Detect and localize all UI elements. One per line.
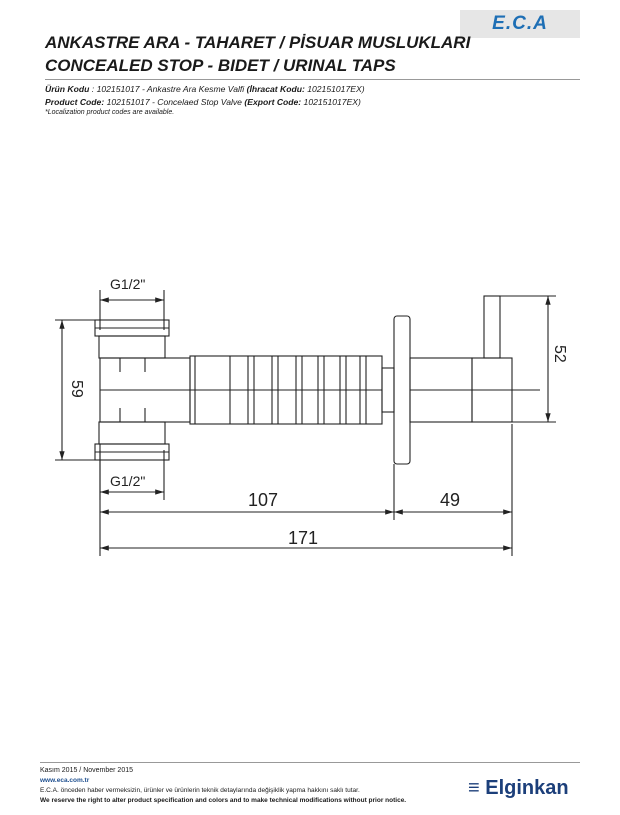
footer-disclaimer-tr: E.C.A. önceden haber vermeksizin, ürünler ve ürünlerin teknik detaylarında değişiklik yapma hakkını saklı tutar. [40, 787, 360, 794]
thread-label-bottom: G1/2" [110, 473, 146, 489]
export-code-tr-label: (İhracat Kodu: [246, 84, 305, 94]
export-code-tr-value: 102151017EX) [304, 84, 365, 94]
valve-body [100, 358, 190, 422]
product-code-en-label: Product Code: [45, 97, 105, 107]
dimension-52-label: 52 [551, 345, 568, 363]
elginkan-logo-text: Elginkan [485, 777, 569, 799]
dimension-171-label: 171 [288, 528, 319, 548]
dimension-107-label: 107 [248, 490, 279, 510]
elginkan-mark-icon: ≡ [468, 777, 480, 799]
thread-dimension-top [100, 290, 164, 330]
product-code-en-value: 102151017 - Concelaed Stop Valve [104, 97, 245, 107]
product-code-tr-label: Ürün Kodu [45, 84, 90, 94]
footer-date: Kasım 2015 / November 2015 [40, 767, 133, 774]
dimension-49-label: 49 [440, 490, 461, 510]
export-code-en-label: (Export Code: [244, 97, 302, 107]
localization-note: *Localization product codes are available. [45, 109, 175, 116]
footer-website-link[interactable]: www.eca.com.tr [40, 777, 90, 784]
export-code-en-value: 102151017EX) [301, 97, 361, 107]
title-turkish: ANKASTRE ARA - TAHARET / PİSUAR MUSLUKLARI [45, 33, 471, 52]
footer-disclaimer-en: We reserve the right to alter product specification and colors and to make technical modifications without prior notice. [40, 797, 407, 804]
dimension-52 [500, 296, 556, 422]
bottom-thread-fitting [95, 422, 169, 460]
thread-label-top: G1/2" [110, 276, 146, 292]
wall-flange [382, 316, 410, 464]
handle [410, 296, 540, 422]
product-code-tr-value: : 102151017 - Ankastre Ara Kesme Valfi [91, 84, 245, 94]
elginkan-logo [468, 777, 569, 800]
top-thread-fitting [95, 320, 169, 358]
footer-divider [40, 762, 580, 763]
title-english: CONCEALED STOP - BIDET / URINAL TAPS [45, 56, 396, 75]
threaded-stem [190, 356, 382, 424]
eca-logo-text: E.C.A [492, 13, 548, 34]
dimension-59-label: 59 [68, 380, 85, 398]
